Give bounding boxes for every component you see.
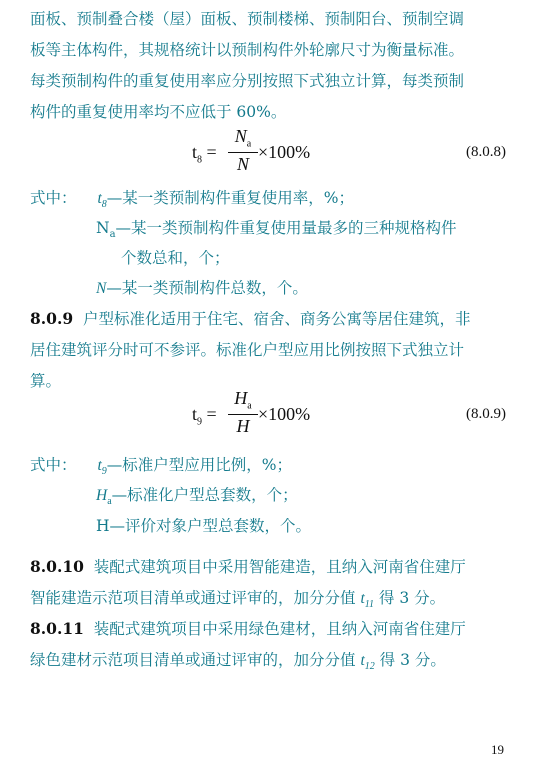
formula-numerator: $H_a$ bbox=[234, 388, 252, 412]
formula-8-0-8 bbox=[0, 126, 546, 186]
clause-8-0-9-line: 居住建筑评分时可不参评。标准化户型应用比例按照下式独立计 bbox=[30, 341, 465, 359]
where-line-t9 bbox=[30, 454, 526, 483]
variable: $t_9$ bbox=[97, 457, 107, 478]
clause-8-0-9-line: 算。 bbox=[30, 372, 62, 390]
variable: $t_{11}$ bbox=[360, 590, 375, 611]
clause-text: 装配式建筑项目中采用智能建造，且纳入河南省住建厅 bbox=[93, 558, 466, 576]
equation-number: (8.0.8) bbox=[466, 144, 506, 160]
fraction-bar bbox=[228, 414, 258, 415]
where-line-na-cont: 个数总和，个； bbox=[121, 249, 230, 267]
where-line-na bbox=[96, 217, 526, 246]
variable: H bbox=[96, 517, 110, 535]
variable: $t_8$ bbox=[97, 190, 107, 211]
clause-number: 8.0.11 bbox=[30, 619, 84, 638]
paragraph-line: 板等主体构件，其规格统计以预制构件外轮廓尺寸为衡量标准。 bbox=[30, 41, 465, 59]
variable: $t_{12}$ bbox=[360, 652, 375, 673]
clause-text: 智能建造示范项目清单或通过评审的，加分分值 bbox=[30, 589, 361, 607]
where-line-n bbox=[96, 277, 526, 300]
formula-rhs: ×100% bbox=[258, 142, 311, 162]
clause-8-0-11-line bbox=[30, 649, 526, 678]
fraction-bar bbox=[228, 152, 258, 153]
where-line-t8 bbox=[30, 187, 526, 216]
clause-8-0-10-line bbox=[30, 556, 526, 578]
formula-denominator: H bbox=[236, 416, 250, 436]
clause-text: 绿色建材示范项目清单或通过评审的，加分分值 bbox=[30, 651, 361, 669]
formula-lhs: $t_9$ = bbox=[192, 404, 217, 428]
variable-description: —评价对象户型总套数，个。 bbox=[109, 517, 312, 535]
formula-numerator: $N_a$ bbox=[234, 126, 252, 150]
clause-8-0-9-line bbox=[30, 308, 526, 330]
variable: N bbox=[96, 280, 107, 297]
formula-lhs: $t_8$ = bbox=[192, 142, 217, 166]
variable-description: —标准化户型总套数，个； bbox=[111, 486, 298, 504]
formula-8-0-9 bbox=[0, 388, 546, 448]
formula-denominator: N bbox=[236, 154, 249, 174]
clause-8-0-11-line bbox=[30, 618, 526, 640]
variable: $H_a$ bbox=[96, 487, 112, 508]
variable: $N_a$ bbox=[96, 219, 116, 241]
clause-8-0-10-line bbox=[30, 587, 526, 616]
paragraph-line: 面板、预制叠合楼（屋）面板、预制楼梯、预制阳台、预制空调 bbox=[30, 10, 465, 28]
clause-text: 得 3 分。 bbox=[374, 589, 446, 607]
where-line-h bbox=[96, 515, 526, 537]
clause-text: 得 3 分。 bbox=[374, 651, 446, 669]
clause-number: 8.0.9 bbox=[30, 309, 74, 328]
variable-description: —某一类预制构件总数，个。 bbox=[106, 279, 308, 297]
equation-number: (8.0.9) bbox=[466, 406, 506, 422]
clause-text: 装配式建筑项目中采用绿色建材，且纳入河南省住建厅 bbox=[93, 620, 466, 638]
where-label: 式中： bbox=[30, 189, 77, 207]
variable-description: —某一类预制构件重复使用量最多的三种规格构件 bbox=[115, 219, 457, 237]
formula-rhs: ×100% bbox=[258, 404, 311, 424]
where-label: 式中： bbox=[30, 456, 77, 474]
clause-number: 8.0.10 bbox=[30, 557, 84, 576]
paragraph-line: 每类预制构件的重复使用率应分别按照下式独立计算，每类预制 bbox=[30, 72, 465, 90]
page-number: 19 bbox=[491, 742, 504, 757]
clause-text: 户型标准化适用于住宅、宿舍、商务公寓等居住建筑，非 bbox=[83, 310, 471, 328]
where-line-ha bbox=[96, 484, 526, 513]
variable-description: —标准户型应用比例，%； bbox=[106, 456, 292, 474]
paragraph-line: 构件的重复使用率均不应低于 60%。 bbox=[30, 103, 287, 121]
variable-description: —某一类预制构件重复使用率，%； bbox=[106, 189, 354, 207]
